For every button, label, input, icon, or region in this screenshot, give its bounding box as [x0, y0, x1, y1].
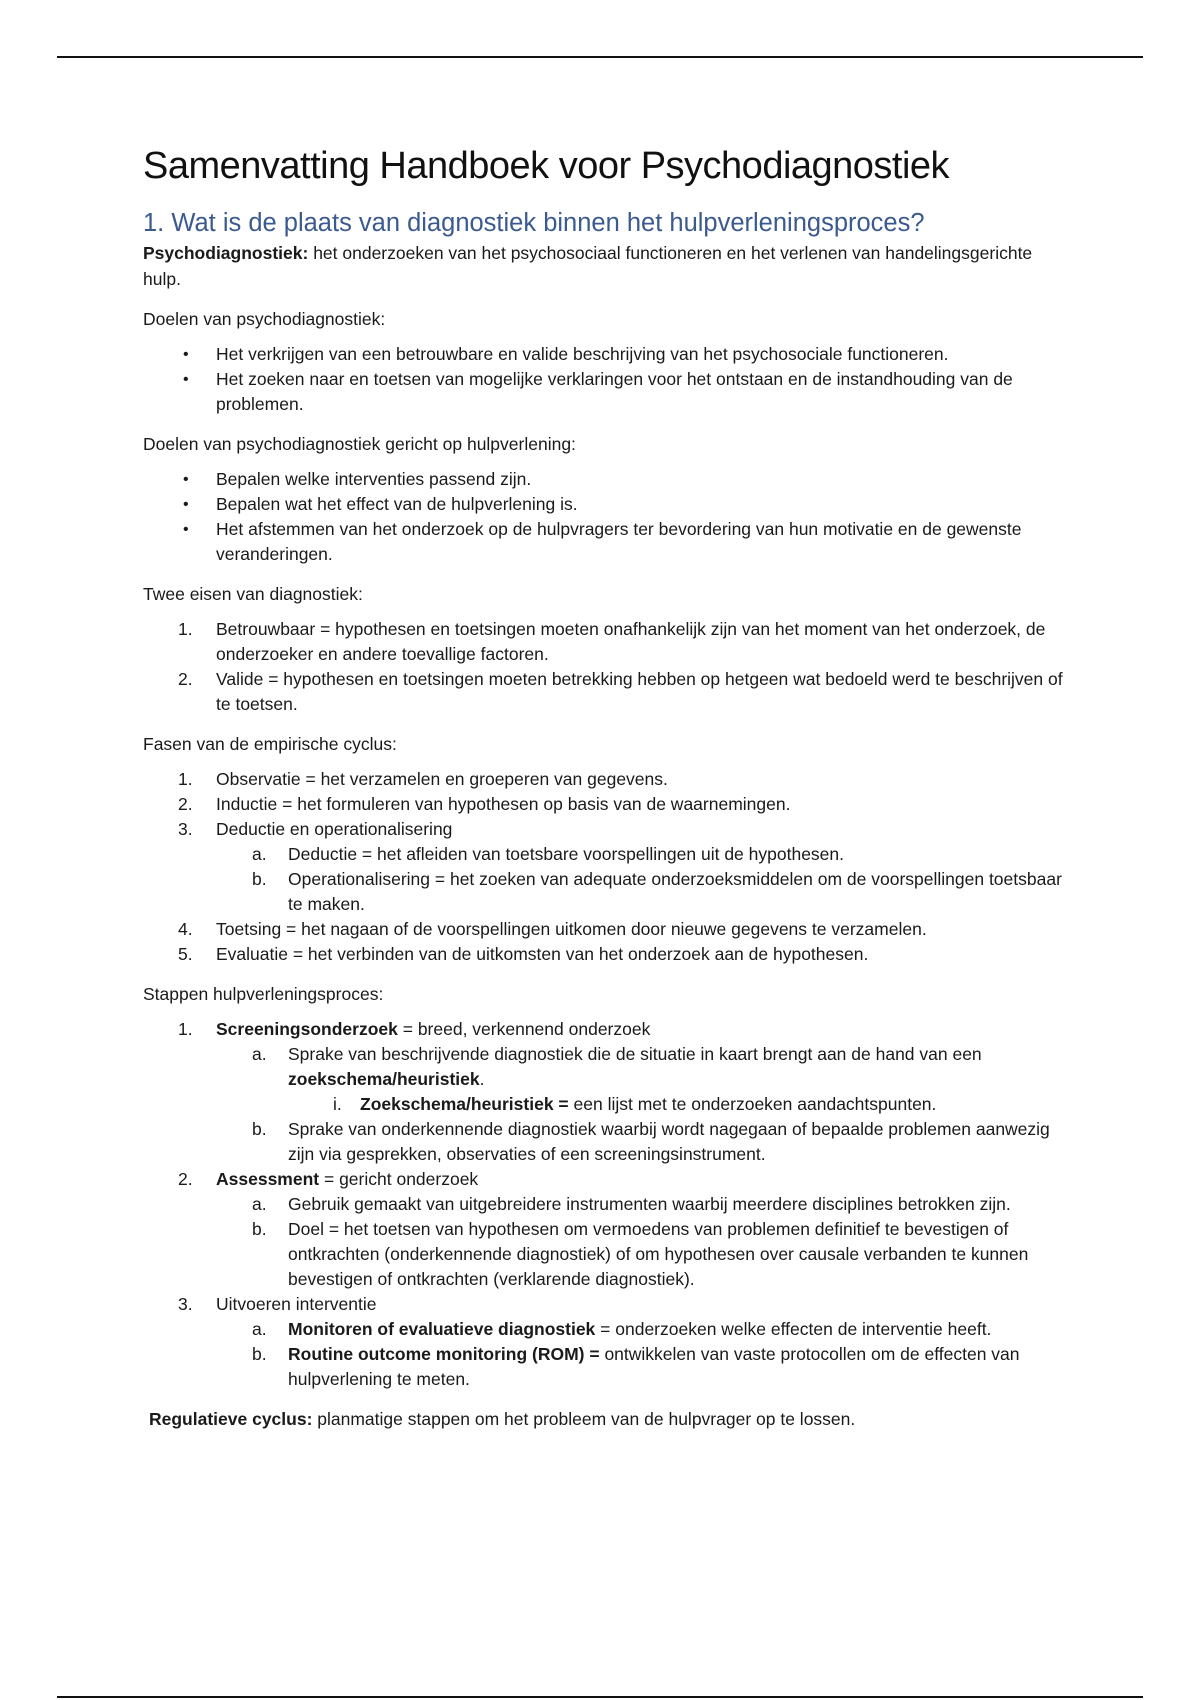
list-item: 3. Uitvoeren interventie: [143, 1292, 1073, 1317]
letter-marker: b.: [252, 869, 267, 889]
letter-marker: a.: [252, 1319, 267, 1339]
steps-list-3: [143, 1292, 1073, 1317]
list-item: 1. Betrouwbaar = hypothesen en toetsingen moeten onafhankelijk zijn van het moment van het onderzoek, de onderzoeker en andere toevallige factoren.: [178, 619, 1046, 664]
requirements-list: [143, 617, 1073, 717]
bullet-marker: •: [183, 371, 189, 388]
steps-intro: Stappen hulpverleningsproces:: [143, 984, 384, 1004]
goals-list: [143, 342, 1073, 417]
definition-term: Psychodiagnostiek:: [143, 243, 309, 263]
list-item: 2. Valide = hypothesen en toetsingen moeten betrekking hebben op hetgeen wat bedoeld werd te beschrijven of te toetsen.: [178, 669, 1063, 714]
cycle-list-continued: [143, 917, 1073, 967]
letter-marker: a.: [252, 844, 267, 864]
header-rule: [57, 56, 1143, 58]
bullet-marker: •: [183, 346, 189, 363]
regulative-text: planmatige stappen om het probleem van de hulpvrager op te lossen.: [312, 1409, 856, 1429]
steps-subsublist: [143, 1092, 1073, 1117]
list-item: a. Sprake van beschrijvende diagnostiek die de situatie in kaart brengt aan de hand van een zoekschema/heuristiek.: [252, 1044, 982, 1089]
goals-intro: Doelen van psychodiagnostiek:: [143, 309, 386, 329]
section-heading: 1. Wat is de plaats van diagnostiek binnen het hulpverleningsproces?: [143, 209, 925, 237]
number-marker: 2.: [178, 1169, 193, 1189]
number-marker: 3.: [178, 1294, 193, 1314]
list-item: b. Doel = het toetsen van hypothesen om vermoedens van problemen definitief te bevestigen of ontkrachten (onderkennende diagnostiek) of om hypothesen over causale verbanden te kunnen bevestigen of ontkrachten (verklarende diagnostiek).: [252, 1219, 1029, 1289]
cycle-intro: Fasen van de empirische cyclus:: [143, 734, 397, 754]
roman-marker: i.: [333, 1094, 342, 1114]
letter-marker: b.: [252, 1219, 267, 1239]
number-marker: 3.: [178, 819, 193, 839]
document-title: Samenvatting Handboek voor Psychodiagnostiek: [143, 145, 950, 187]
help-goals-list: [143, 467, 1073, 567]
list-item: 1. Screeningsonderzoek = breed, verkennend onderzoek: [143, 1017, 1073, 1042]
list-item: a. Gebruik gemaakt van uitgebreidere instrumenten waarbij meerdere disciplines betrokken zijn.: [143, 1192, 1073, 1217]
steps-list-2: [143, 1167, 1073, 1192]
list-item: 4. Toetsing = het nagaan of de voorspellingen uitkomen door nieuwe gegevens te verzamelen.: [143, 917, 1073, 942]
number-marker: 2.: [178, 794, 193, 814]
list-item: 5. Evaluatie = het verbinden van de uitkomsten van het onderzoek aan de hypothesen.: [143, 942, 1073, 967]
list-item: • Het verkrijgen van een betrouwbare en valide beschrijving van het psychosociale functioneren.: [143, 342, 1073, 367]
bullet-marker: •: [183, 471, 189, 488]
definition-text: het onderzoeken van het psychosociaal functioneren en het verlenen van handelingsgerichte hulp.: [143, 243, 1033, 289]
list-item: 3. Deductie en operationalisering: [143, 817, 1073, 842]
list-item: 2. Inductie = het formuleren van hypothesen op basis van de waarnemingen.: [143, 792, 1073, 817]
help-goals-intro: Doelen van psychodiagnostiek gericht op hulpverlening:: [143, 434, 576, 454]
number-marker: 1.: [178, 769, 193, 789]
number-marker: 2.: [178, 669, 193, 689]
list-item: i. Zoekschema/heuristiek = een lijst met te onderzoeken aandachtspunten.: [143, 1092, 1073, 1117]
letter-marker: b.: [252, 1344, 267, 1364]
list-item: • Het afstemmen van het onderzoek op de hulpvragers ter bevordering van hun motivatie en de gewenste veranderingen.: [183, 519, 1022, 564]
letter-marker: a.: [252, 1194, 267, 1214]
list-item: 2. Assessment = gericht onderzoek: [143, 1167, 1073, 1192]
steps-sublist-1b: [143, 1117, 1073, 1167]
list-item: b. Sprake van onderkennende diagnostiek waarbij wordt nagegaan of bepaalde problemen aanwezig zijn via gesprekken, observaties of een screeningsinstrument.: [252, 1119, 1050, 1164]
steps-sublist-3: [143, 1317, 1073, 1392]
steps-list: [143, 1017, 1073, 1042]
list-item: 1. Observatie = het verzamelen en groeperen van gegevens.: [143, 767, 1073, 792]
footer-rule: [57, 1696, 1143, 1698]
steps-sublist-1: [143, 1042, 1073, 1092]
steps-sublist-2: [143, 1192, 1073, 1292]
list-item: b. Operationalisering = het zoeken van adequate onderzoeksmiddelen om de voorspellingen toetsbaar te maken.: [252, 869, 1062, 914]
cycle-list: [143, 767, 1073, 842]
number-marker: 1.: [178, 1019, 193, 1039]
cycle-sublist: [143, 842, 1073, 917]
requirements-intro: Twee eisen van diagnostiek:: [143, 584, 363, 604]
number-marker: 5.: [178, 944, 193, 964]
regulative-term: Regulatieve cyclus:: [149, 1409, 313, 1429]
list-item: • Het zoeken naar en toetsen van mogelijke verklaringen voor het ontstaan en de instandhouding van de problemen.: [183, 369, 1013, 414]
bullet-marker: •: [183, 521, 189, 538]
list-item: • Bepalen wat het effect van de hulpverlening is.: [143, 492, 1073, 517]
bullet-marker: •: [183, 496, 189, 513]
list-item: • Bepalen welke interventies passend zijn.: [143, 467, 1073, 492]
letter-marker: a.: [252, 1044, 267, 1064]
number-marker: 1.: [178, 619, 193, 639]
list-item: a. Monitoren of evaluatieve diagnostiek = onderzoeken welke effecten de interventie heeft.: [143, 1317, 1073, 1342]
definition-paragraph: [143, 240, 1073, 292]
letter-marker: b.: [252, 1119, 267, 1139]
regulative-paragraph: [143, 1406, 1073, 1432]
number-marker: 4.: [178, 919, 193, 939]
list-item: b. Routine outcome monitoring (ROM) = ontwikkelen van vaste protocollen om de effecten van hulpverlening te meten.: [252, 1344, 1020, 1389]
document-page: [143, 140, 1073, 1432]
list-item: a. Deductie = het afleiden van toetsbare voorspellingen uit de hypothesen.: [143, 842, 1073, 867]
